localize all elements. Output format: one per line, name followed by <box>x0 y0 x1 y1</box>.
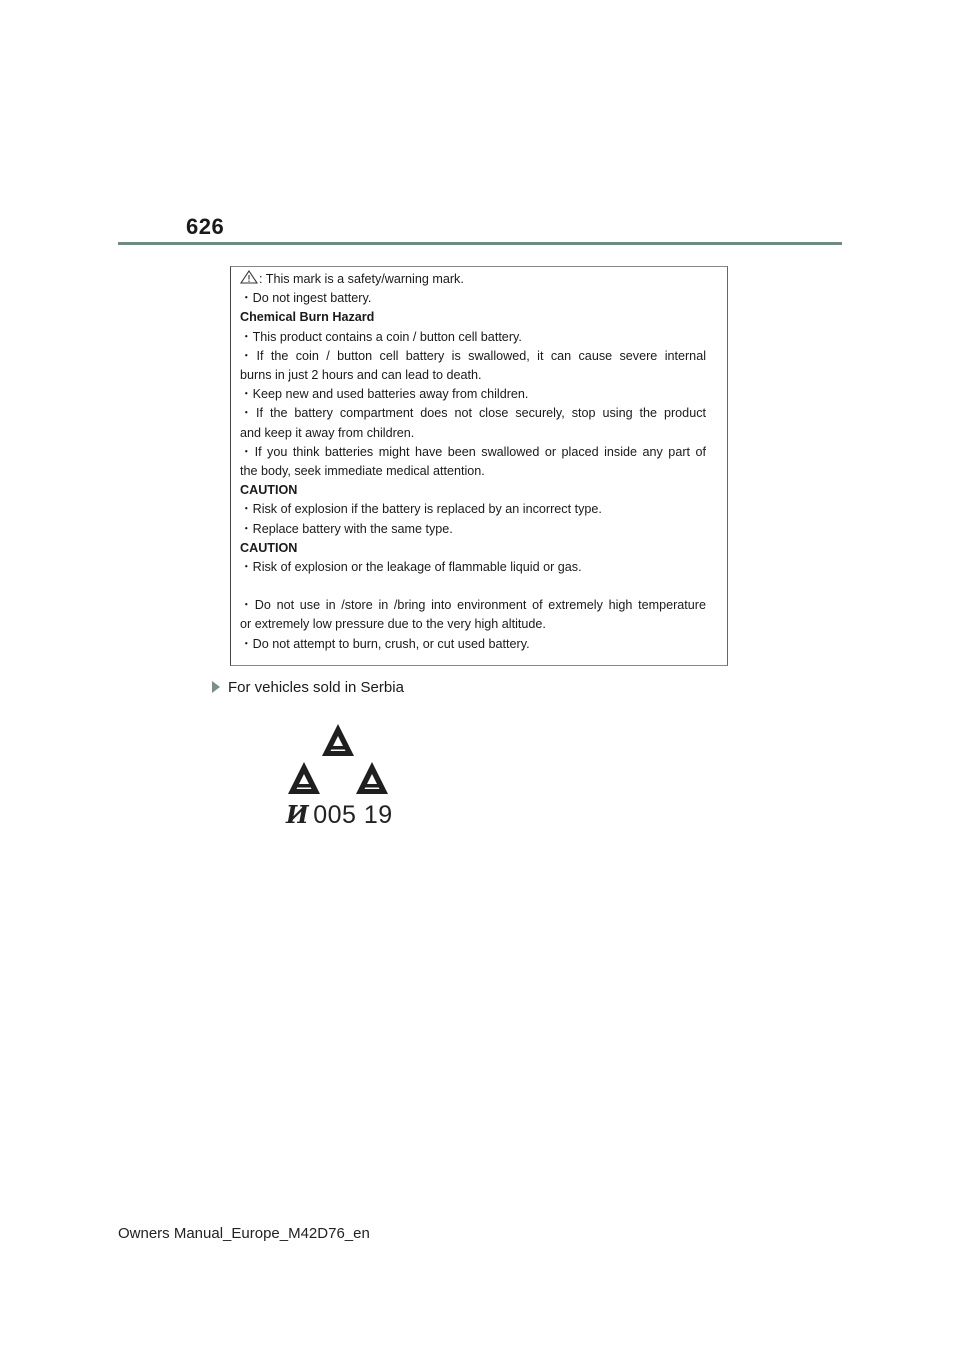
label-heading-caution: CAUTION <box>240 483 298 498</box>
label-line: and keep it away from children. <box>240 425 415 440</box>
label-line: ・This product contains a coin / button cell battery. <box>240 329 522 344</box>
label-line: ・Replace battery with the same type. <box>240 521 453 536</box>
label-line: ・Do not ingest battery. <box>240 291 372 306</box>
warning-triangle-icon <box>240 270 258 284</box>
triangle-bullet-icon <box>212 681 220 693</box>
label-line: ・Do not use in /store in /bring into environment of extremely high temperature <box>240 598 706 613</box>
label-line: ・If the battery compartment does not close securely, stop using the product <box>240 406 706 421</box>
serbia-code-number: 005 19 <box>313 801 393 829</box>
section-heading-serbia <box>212 679 404 696</box>
label-line: or extremely low pressure due to the very high altitude. <box>240 617 546 632</box>
label-spacer <box>240 577 706 596</box>
label-line-warning-mark: : This mark is a safety/warning mark. <box>240 270 706 289</box>
serbia-certification-code <box>286 800 393 830</box>
label-line: burns in just 2 hours and can lead to death. <box>240 368 482 383</box>
label-line: ・Risk of explosion or the leakage of flammable liquid or gas. <box>240 560 582 575</box>
label-heading-caution: CAUTION <box>240 540 298 555</box>
label-line: ・If you think batteries might have been swallowed or placed inside any part of <box>240 444 706 459</box>
battery-warning-label-content <box>240 270 706 654</box>
label-line: ・Keep new and used batteries away from children. <box>240 387 529 402</box>
section-title: For vehicles sold in Serbia <box>228 679 404 696</box>
label-line: ・If the coin / button cell battery is swallowed, it can cause severe internal <box>240 348 706 363</box>
label-line: ・Risk of explosion if the battery is replaced by an incorrect type. <box>240 502 602 517</box>
page-number: 626 <box>186 214 225 239</box>
label-line: the body, seek immediate medical attention. <box>240 464 485 479</box>
footer-manual-id: Owners Manual_Europe_M42D76_en <box>118 1225 370 1242</box>
label-heading-chemical-burn: Chemical Burn Hazard <box>240 310 375 325</box>
header-rule <box>118 242 842 245</box>
serbia-code-prefix: И <box>286 800 310 829</box>
label-line: ・Do not attempt to burn, crush, or cut used battery. <box>240 636 530 651</box>
